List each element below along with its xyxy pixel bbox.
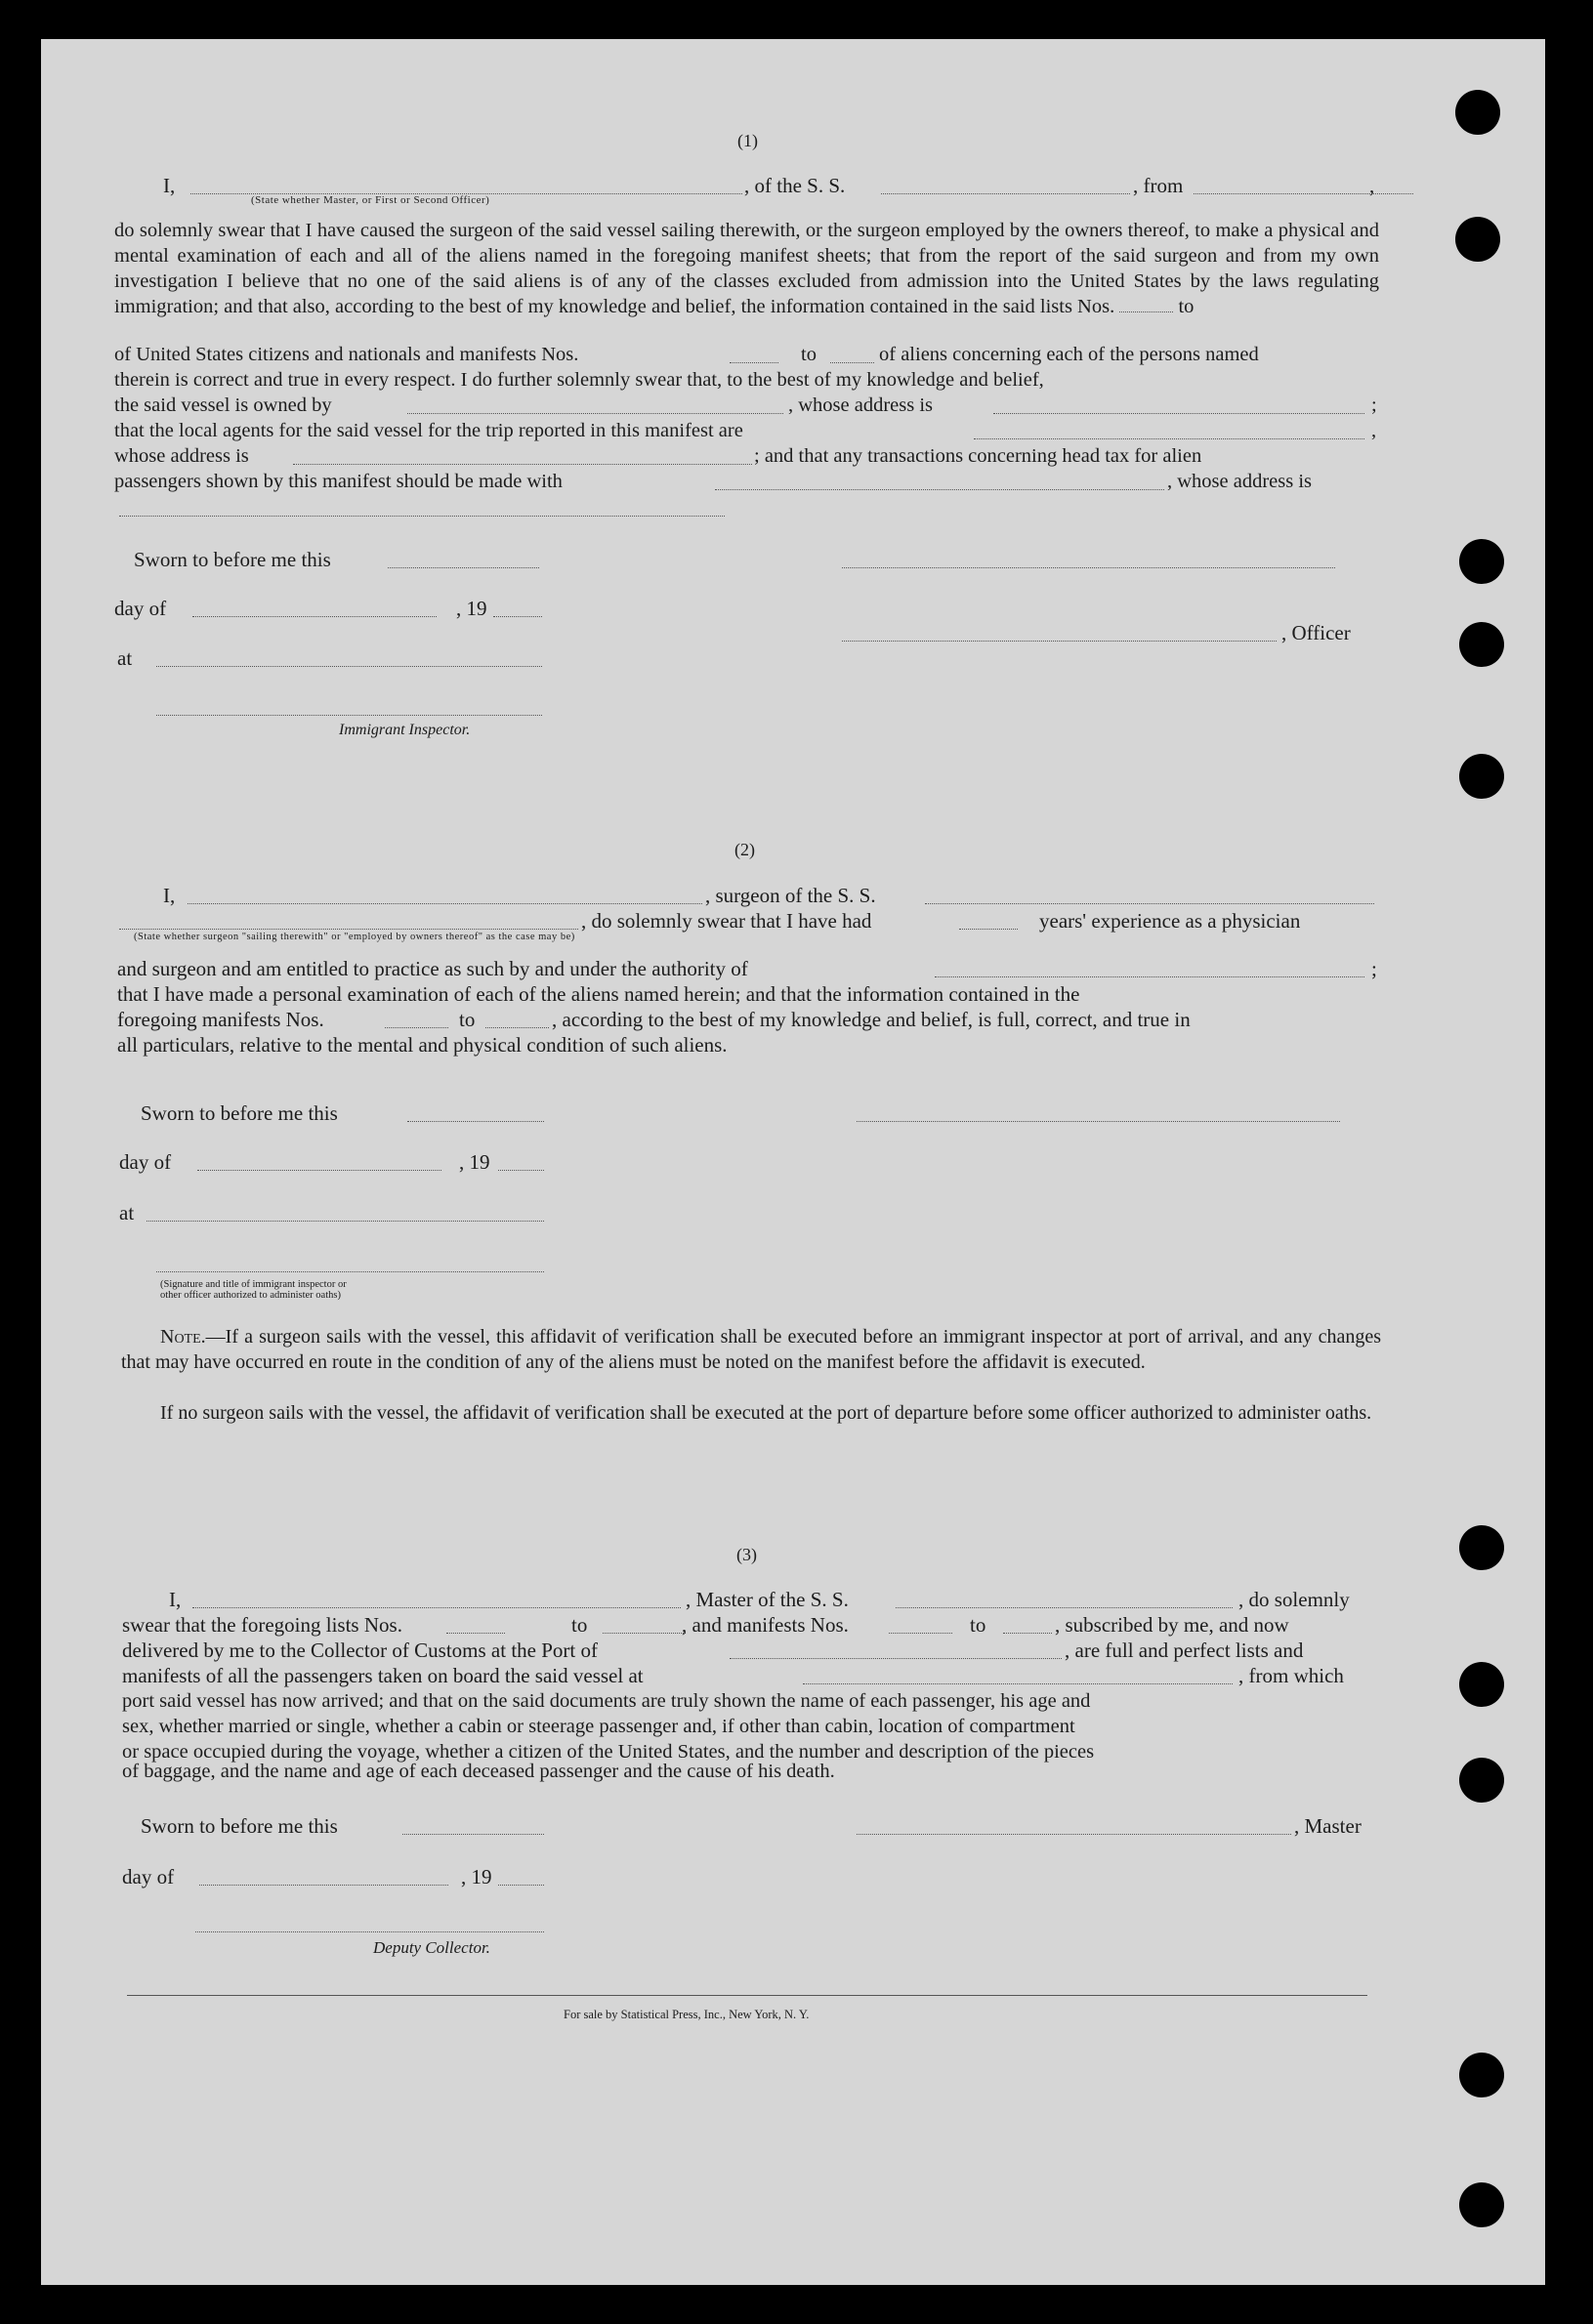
s1-sworn-date-field[interactable]: [388, 567, 539, 568]
officer-note: (State whether Master, or First or Second Officer): [251, 194, 490, 206]
s1-to-a: to: [1178, 296, 1195, 317]
s1-i: I,: [163, 174, 176, 197]
agents-address-field[interactable]: [293, 464, 752, 465]
s2-month-field[interactable]: [197, 1170, 441, 1171]
s3-l5: port said vessel has now arrived; and that on the said documents are truly shown the name of each passenger, his age and: [122, 1690, 1091, 1712]
embark-port-field[interactable]: [803, 1683, 1233, 1684]
s2-at: at: [119, 1201, 135, 1224]
s3-l7: or space occupied during the voyage, whether a citizen of the United States, and the number and description of the pieces: [122, 1741, 1095, 1763]
s1-line-e-end: ,: [1371, 420, 1377, 441]
s2-sworn: Sworn to before me this: [141, 1101, 338, 1125]
s3-manifests-to-field[interactable]: [1003, 1633, 1052, 1634]
punch-hole-1: [1455, 90, 1500, 135]
note-text: —If a surgeon sails with the vessel, this affidavit of verification shall be executed before an immigrant inspector at port of arrival, and any changes that may have occurred en route in the condition of any of the aliens must be noted on the manifest before the affidavit is executed.: [121, 1326, 1381, 1373]
punch-hole-4: [1459, 622, 1504, 667]
lists-nos-field[interactable]: [1119, 311, 1173, 312]
punch-hole-9: [1459, 2053, 1504, 2097]
punch-hole-2: [1455, 217, 1500, 262]
local-agents-field[interactable]: [974, 438, 1364, 439]
owner-field[interactable]: [407, 413, 783, 414]
footer-text: For sale by Statistical Press, Inc., New York, N. Y.: [564, 2008, 810, 2021]
s3-swear: , do solemnly: [1238, 1588, 1350, 1611]
section-3-number: (3): [736, 1545, 757, 1564]
s3-nineteen: , 19: [461, 1865, 492, 1888]
s2-nineteen: , 19: [459, 1150, 490, 1174]
s1-line-b3: of aliens concerning each of the persons named: [879, 344, 1259, 365]
manifests-nos-to-field[interactable]: [830, 362, 874, 363]
s2-year-field[interactable]: [498, 1170, 544, 1171]
punch-hole-6: [1459, 1525, 1504, 1570]
section-1-number: (1): [737, 131, 758, 150]
s1-officer-title-field[interactable]: [842, 641, 1277, 642]
s1-line-g2: , whose address is: [1167, 471, 1313, 492]
s1-line-d3: ;: [1371, 394, 1377, 416]
port-of-field[interactable]: [730, 1658, 1062, 1659]
s2-vessel-field[interactable]: [925, 903, 1374, 904]
s1-at: at: [117, 646, 133, 670]
manifests-nos-from-field[interactable]: [730, 362, 778, 363]
s1-inspector-label: Immigrant Inspector.: [339, 722, 471, 738]
deputy-collector-signature-field[interactable]: [195, 1931, 544, 1932]
s3-master-of: , Master of the S. S.: [686, 1588, 849, 1611]
s3-l2-2: to: [571, 1613, 588, 1637]
s3-l2-3: , and manifests Nos.: [682, 1613, 849, 1637]
s1-line-g1: passengers shown by this manifest should be made with: [114, 471, 563, 492]
head-tax-address-field[interactable]: [119, 516, 725, 517]
s2-sig-note-2: other officer authorized to administer oaths): [160, 1290, 341, 1301]
s2-line5-3: , according to the best of my knowledge and belief, is full, correct, and true in: [552, 1008, 1191, 1031]
s3-dayof: day of: [122, 1865, 175, 1888]
s2-years: years' experience as a physician: [1039, 909, 1301, 933]
surgeon-note: (State whether surgeon "sailing therewith" or "employed by owners thereof" as the case may be): [134, 932, 575, 942]
s2-note: [121, 1324, 1381, 1375]
punch-hole-7: [1459, 1662, 1504, 1707]
s1-line-c: therein is correct and true in every respect. I do further solemnly swear that, to the best of my knowledge and belief,: [114, 369, 1044, 391]
footer-divider: [127, 1995, 1367, 1996]
s3-deputy-label: Deputy Collector.: [373, 1938, 490, 1957]
s3-i: I,: [169, 1588, 182, 1611]
s3-l6: sex, whether married or single, whether a cabin or steerage passenger and, if other than cabin, location of compartment: [122, 1716, 1075, 1737]
punch-hole-8: [1459, 1758, 1504, 1803]
s3-master-signature-field[interactable]: [857, 1834, 1291, 1835]
s3-vessel-field[interactable]: [896, 1607, 1233, 1608]
s3-month-field[interactable]: [199, 1885, 448, 1886]
master-name-field[interactable]: [192, 1607, 681, 1608]
s2-inspector-signature-field[interactable]: [156, 1271, 544, 1272]
s3-l3-2: , are full and perfect lists and: [1065, 1639, 1304, 1662]
s2-line6: all particulars, relative to the mental and physical condition of such aliens.: [117, 1033, 728, 1057]
s3-l4-2: , from which: [1238, 1664, 1344, 1687]
s1-sworn: Sworn to before me this: [134, 548, 331, 571]
s1-dayof: day of: [114, 597, 167, 620]
s1-para-a: do solemnly swear that I have caused the surgeon of the said vessel sailing therewith, or the surgeon employed by the owners thereof, to make a physical and mental examination of each and all of the aliens named in the foregoing manifest sheets; that from the report of the said surgeon and from my own investigation I believe that no one of the said aliens is of any of the classes excluded from admission into the United States by the laws regulating immigration; and that also, according to the best of my knowledge and belief, the information contained in the said lists Nos.: [114, 220, 1379, 317]
s1-paragraph: [114, 218, 1379, 319]
s2-at-place-field[interactable]: [147, 1221, 544, 1222]
s2-line3: and surgeon and am entitled to practice as such by and under the authority of: [117, 957, 748, 980]
punch-hole-5: [1459, 754, 1504, 799]
s1-line-b1: of United States citizens and nationals and manifests Nos.: [114, 344, 579, 365]
s2-manifests-to-field[interactable]: [485, 1027, 549, 1028]
surgeon-status-field[interactable]: [119, 929, 578, 930]
s1-comma: ,: [1369, 174, 1375, 197]
s2-line5-2: to: [459, 1008, 476, 1031]
s3-l2-4: to: [970, 1613, 986, 1637]
vessel-name-field[interactable]: [881, 193, 1130, 194]
s2-i: I,: [163, 884, 176, 907]
owner-address-field[interactable]: [993, 413, 1364, 414]
s3-lists-to-field[interactable]: [603, 1633, 686, 1634]
from-port-field[interactable]: [1194, 193, 1413, 194]
s3-sworn-date-field[interactable]: [402, 1834, 544, 1835]
s2-surgeon-signature-field[interactable]: [857, 1121, 1340, 1122]
s1-ofthe: , of the S. S.: [744, 174, 846, 197]
note-label: Note.: [160, 1326, 206, 1348]
s1-officer: , Officer: [1281, 621, 1351, 644]
s1-from: , from: [1133, 174, 1184, 197]
s3-sworn: Sworn to before me this: [141, 1814, 338, 1838]
head-tax-party-field[interactable]: [715, 489, 1164, 490]
s3-l2-1: swear that the foregoing lists Nos.: [122, 1613, 402, 1637]
s1-line-f1: whose address is: [114, 445, 249, 467]
s1-line-d1: the said vessel is owned by: [114, 394, 332, 416]
section-2-number: (2): [734, 840, 755, 859]
s2-dayof: day of: [119, 1150, 172, 1174]
years-experience-field[interactable]: [959, 929, 1018, 930]
s2-manifests-from-field[interactable]: [385, 1027, 448, 1028]
surgeon-name-field[interactable]: [188, 903, 702, 904]
s2-line5-1: foregoing manifests Nos.: [117, 1008, 324, 1031]
s1-nineteen: , 19: [456, 597, 487, 620]
manifest-page: [41, 39, 1545, 2285]
s2-line4: that I have made a personal examination of each of the aliens named herein; and that the information contained in the: [117, 982, 1080, 1006]
punch-hole-10: [1459, 2182, 1504, 2227]
s1-line-b2: to: [801, 344, 817, 365]
s1-line-e: that the local agents for the said vessel for the trip reported in this manifest are: [114, 420, 743, 441]
s2-note-2: If no surgeon sails with the vessel, the affidavit of verification shall be executed at the port of departure before some officer authorized to administer oaths.: [160, 1402, 1372, 1424]
s2-sig-note-1: (Signature and title of immigrant inspector or: [160, 1279, 347, 1290]
s1-month-field[interactable]: [192, 616, 437, 617]
s3-l2-5: , subscribed by me, and now: [1055, 1613, 1289, 1637]
s3-l8: of baggage, and the name and age of each deceased passenger and the cause of his death.: [122, 1761, 835, 1782]
s1-line-f2: ; and that any transactions concerning head tax for alien: [754, 445, 1202, 467]
s1-at-place-field[interactable]: [156, 666, 542, 667]
s3-manifests-from-field[interactable]: [889, 1633, 952, 1634]
s1-line-d2: , whose address is: [788, 394, 934, 416]
s2-sworn-date-field[interactable]: [407, 1121, 544, 1122]
s1-year-field[interactable]: [493, 616, 542, 617]
s3-year-field[interactable]: [498, 1885, 544, 1886]
s3-master: , Master: [1294, 1814, 1362, 1838]
s3-lists-from-field[interactable]: [446, 1633, 505, 1634]
s2-surgeon: , surgeon of the S. S.: [705, 884, 876, 907]
authority-field[interactable]: [935, 976, 1364, 977]
s3-l4-1: manifests of all the passengers taken on board the said vessel at: [122, 1664, 644, 1687]
s2-swear: , do solemnly swear that I have had: [581, 909, 872, 933]
s3-l3-1: delivered by me to the Collector of Customs at the Port of: [122, 1639, 598, 1662]
s1-officer-signature-field[interactable]: [842, 567, 1335, 568]
punch-hole-3: [1459, 539, 1504, 584]
s1-inspector-signature-field[interactable]: [156, 715, 542, 716]
s2-line3-end: ;: [1371, 957, 1377, 980]
